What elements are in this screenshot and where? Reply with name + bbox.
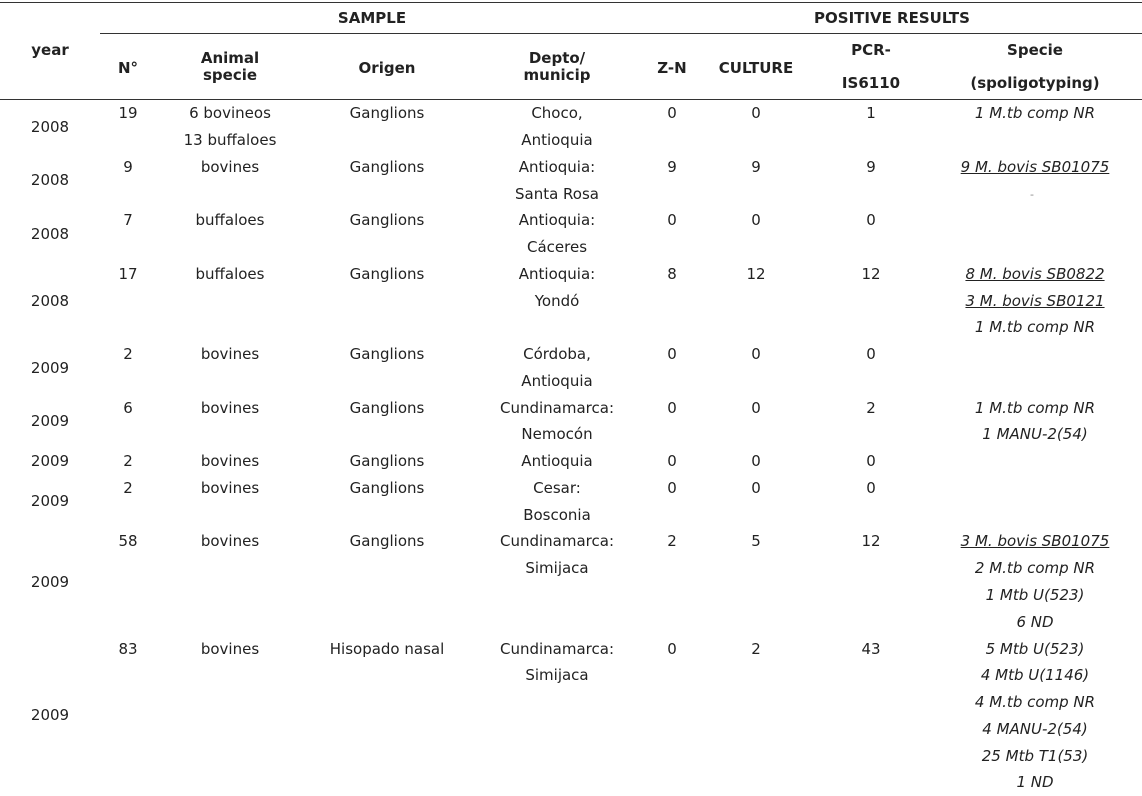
row-10-specie-6: 1 ND (1016, 773, 1054, 791)
row-10-specie-5: 25 Mtb T1(53) (981, 747, 1089, 765)
row-10-zn: 0 (667, 640, 677, 658)
row-10-depto-1: Cundinamarca: (499, 640, 615, 658)
row-4-culture: 12 (746, 265, 766, 283)
row-9-n: 58 (118, 532, 138, 550)
row-6-year: 2009 (30, 412, 70, 430)
row-9-depto-2: Simijaca (525, 559, 589, 577)
row-9-year: 2009 (30, 573, 70, 591)
row-8-depto-1: Cesar: (533, 479, 581, 497)
row-2-year: 2008 (30, 171, 70, 189)
row-8-year: 2009 (30, 492, 70, 510)
row-2-pcr: 9 (866, 158, 876, 176)
row-7-depto-1: Antioquia (521, 452, 593, 470)
row-7-pcr: 0 (866, 452, 876, 470)
row-3-origen: Ganglions (349, 211, 425, 229)
row-2-culture: 9 (751, 158, 761, 176)
row-2-depto-2: Santa Rosa (515, 185, 599, 203)
row-4-pcr: 12 (861, 265, 881, 283)
row-10-year: 2009 (30, 706, 70, 724)
row-10-specie-1: 5 Mtb U(523) (985, 640, 1085, 658)
header-animal-line-2: specie (202, 66, 258, 84)
header-group-rule (100, 33, 1142, 34)
header-pcr-line-2: IS6110 (841, 74, 901, 92)
row-7-culture: 0 (751, 452, 761, 470)
row-10-pcr: 43 (861, 640, 881, 658)
row-2-zn: 9 (667, 158, 677, 176)
row-9-origen: Ganglions (349, 532, 425, 550)
row-4-year: 2008 (30, 292, 70, 310)
row-3-animal-1: buffaloes (195, 211, 265, 229)
row-1-animal-1: 6 bovineos (189, 104, 271, 122)
row-1-n: 19 (118, 104, 138, 122)
row-10-n: 83 (118, 640, 138, 658)
row-9-specie-4: 6 ND (1016, 613, 1054, 631)
row-4-specie-2: 3 M. bovis SB0121 (965, 292, 1105, 310)
row-9-depto-1: Cundinamarca: (499, 532, 615, 550)
row-6-depto-1: Cundinamarca: (499, 399, 615, 417)
row-10-culture: 2 (751, 640, 761, 658)
row-6-zn: 0 (667, 399, 677, 417)
header-depto (524, 50, 591, 84)
row-6-specie-1: 1 M.tb comp NR (974, 399, 1096, 417)
row-3-n: 7 (123, 211, 133, 229)
row-6-pcr: 2 (866, 399, 876, 417)
row-1-year: 2008 (30, 118, 70, 136)
header-origen: Origen (358, 59, 416, 77)
row-7-n: 2 (123, 452, 133, 470)
row-8-depto-2: Bosconia (523, 506, 591, 524)
row-6-origen: Ganglions (349, 399, 425, 417)
row-7-year: 2009 (30, 452, 70, 470)
row-4-origen: Ganglions (349, 265, 425, 283)
header-positive-results: POSITIVE RESULTS (814, 9, 970, 27)
row-10-animal-1: bovines (200, 640, 260, 658)
row-9-culture: 5 (751, 532, 761, 550)
row-9-specie-1: 3 M. bovis SB01075 (960, 532, 1110, 550)
row-6-depto-2: Nemocón (521, 425, 593, 443)
row-1-culture: 0 (751, 104, 761, 122)
row-5-zn: 0 (667, 345, 677, 363)
row-8-n: 2 (123, 479, 133, 497)
row-4-animal-1: buffaloes (195, 265, 265, 283)
header-year: year (31, 41, 69, 59)
row-3-zn: 0 (667, 211, 677, 229)
header-zn: Z-N (657, 59, 687, 77)
row-4-zn: 8 (667, 265, 677, 283)
row-3-depto-2: Cáceres (526, 238, 588, 256)
header-n: N° (117, 59, 139, 77)
row-1-pcr: 1 (866, 104, 876, 122)
row-8-pcr: 0 (866, 479, 876, 497)
row-9-specie-3: 1 Mtb U(523) (985, 586, 1085, 604)
header-sample: SAMPLE (337, 9, 407, 27)
header-specie-line-1: Specie (1007, 41, 1063, 59)
row-7-zn: 0 (667, 452, 677, 470)
row-5-depto-2: Antioquia (521, 372, 593, 390)
row-4-specie-1: 8 M. bovis SB0822 (965, 265, 1105, 283)
row-6-animal-1: bovines (200, 399, 260, 417)
row-6-specie-2: 1 MANU-2(54) (982, 425, 1088, 443)
row-10-specie-2: 4 Mtb U(1146) (980, 666, 1090, 684)
row-8-origen: Ganglions (349, 479, 425, 497)
row-9-zn: 2 (667, 532, 677, 550)
row-4-n: 17 (118, 265, 138, 283)
row-5-year: 2009 (30, 359, 70, 377)
row-3-pcr: 0 (866, 211, 876, 229)
row-2-depto-1: Antioquia: (518, 158, 596, 176)
header-specie-line-2: (spoligotyping) (970, 74, 1100, 92)
row-1-specie-1: 1 M.tb comp NR (974, 104, 1096, 122)
row-3-year: 2008 (30, 225, 70, 243)
row-5-origen: Ganglions (349, 345, 425, 363)
row-2-origen: Ganglions (349, 158, 425, 176)
row-10-origen: Hisopado nasal (329, 640, 445, 658)
row-6-culture: 0 (751, 399, 761, 417)
row-2-animal-1: bovines (200, 158, 260, 176)
row-1-zn: 0 (667, 104, 677, 122)
row-2-specie-2: - (1030, 188, 1034, 201)
row-10-specie-3: 4 M.tb comp NR (974, 693, 1096, 711)
header-culture: CULTURE (718, 59, 794, 77)
header-animal-specie (201, 50, 259, 84)
row-1-depto-2: Antioquia (521, 131, 593, 149)
row-9-specie-2: 2 M.tb comp NR (974, 559, 1096, 577)
row-1-depto-1: Choco, (531, 104, 583, 122)
row-1-origen: Ganglions (349, 104, 425, 122)
header-depto-line-2: municip (523, 66, 591, 84)
top-rule (0, 2, 1142, 3)
header-animal-line-1: Animal (200, 49, 260, 67)
row-3-culture: 0 (751, 211, 761, 229)
row-9-animal-1: bovines (200, 532, 260, 550)
row-5-pcr: 0 (866, 345, 876, 363)
row-4-specie-3: 1 M.tb comp NR (974, 318, 1096, 336)
row-5-n: 2 (123, 345, 133, 363)
row-5-depto-1: Córdoba, (523, 345, 591, 363)
row-5-animal-1: bovines (200, 345, 260, 363)
row-10-depto-2: Simijaca (525, 666, 589, 684)
row-2-specie-1: 9 M. bovis SB01075 (960, 158, 1110, 176)
row-3-depto-1: Antioquia: (518, 211, 596, 229)
row-7-origen: Ganglions (349, 452, 425, 470)
row-5-culture: 0 (751, 345, 761, 363)
header-depto-line-1: Depto/ (528, 49, 586, 67)
header-pcr-line-1: PCR- (851, 41, 891, 59)
row-2-n: 9 (123, 158, 133, 176)
row-1-animal-2: 13 buffaloes (183, 131, 277, 149)
row-10-specie-4: 4 MANU-2(54) (982, 720, 1088, 738)
row-9-pcr: 12 (861, 532, 881, 550)
row-6-n: 6 (123, 399, 133, 417)
row-8-animal-1: bovines (200, 479, 260, 497)
row-4-depto-2: Yondó (534, 292, 580, 310)
row-8-zn: 0 (667, 479, 677, 497)
row-8-culture: 0 (751, 479, 761, 497)
row-4-depto-1: Antioquia: (518, 265, 596, 283)
row-7-animal-1: bovines (200, 452, 260, 470)
